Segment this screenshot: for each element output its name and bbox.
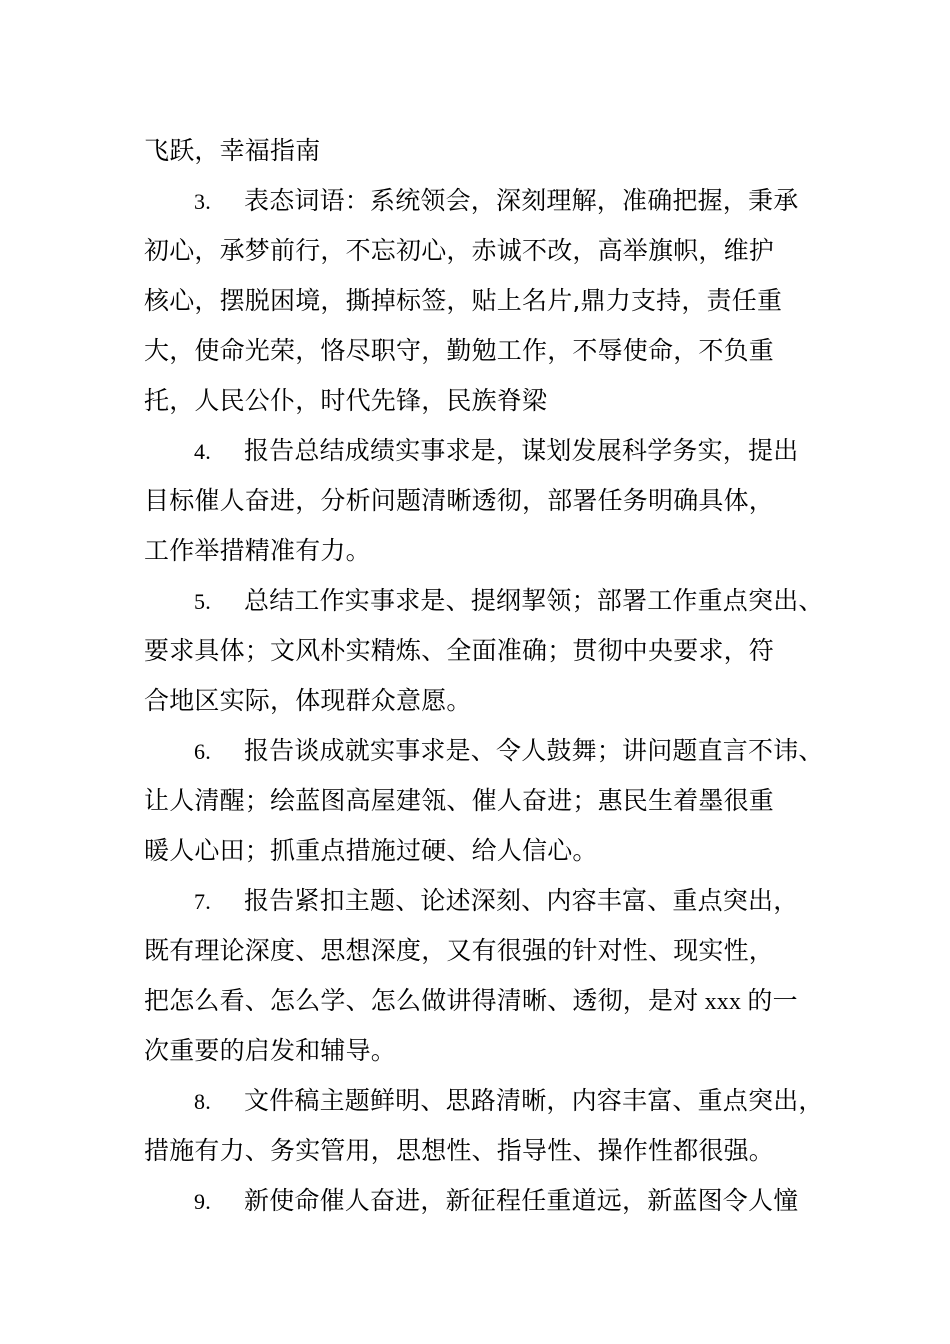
line-text: 新使命催人奋进，新征程任重道远，新蓝图令人憧 — [244, 1186, 799, 1215]
item-number: 6. — [194, 739, 211, 764]
line-text: 表态词语：系统领会，深刻理解，准确把握，秉承 — [244, 186, 799, 215]
line-text: 暖人心田；抓重点措施过硬、给人信心。 — [144, 836, 598, 865]
list-item-9 — [144, 1186, 798, 1217]
item-number: 9. — [194, 1189, 211, 1214]
line-text: 要求具体；文风朴实精炼、全面准确；贯彻中央要求，符 — [144, 636, 775, 665]
line-text: 的一 — [747, 986, 798, 1015]
text-line — [144, 836, 598, 866]
text-line — [144, 1036, 396, 1066]
text-line — [144, 536, 371, 566]
text-line — [144, 1136, 774, 1166]
text-line — [144, 286, 782, 316]
line-text: 工作举措精准有力。 — [144, 536, 371, 565]
text-line — [144, 686, 472, 716]
item-number: 7. — [194, 889, 211, 914]
item-number: 3. — [194, 189, 211, 214]
line-text: 目标催人奋进，分析问题清晰透彻，部署任务明确具体， — [144, 486, 775, 515]
line-text: 报告紧扣主题、论述深刻、内容丰富、重点突出， — [244, 886, 799, 915]
text-line — [144, 636, 774, 666]
text-line — [144, 336, 774, 366]
line-text: 让人清醒；绘蓝图高屋建瓴、催人奋进；惠民生着墨很重 — [144, 786, 775, 815]
text-line — [144, 936, 774, 966]
text-line — [144, 386, 547, 416]
list-item-8 — [144, 1086, 824, 1117]
list-item-4 — [144, 436, 798, 467]
item-number: 4. — [194, 439, 211, 464]
line-text: 总结工作实事求是、提纲挈领；部署工作重点突出、 — [244, 586, 824, 615]
placeholder-text: xxx — [698, 989, 748, 1015]
line-text: 把怎么看、怎么学、怎么做讲得清晰、透彻，是对 — [144, 986, 699, 1015]
text-line — [144, 986, 798, 1017]
line-text: 合地区实际，体现群众意愿。 — [144, 686, 472, 715]
list-item-3 — [144, 186, 798, 217]
line-text: 初心，承梦前行，不忘初心，赤诚不改，高举旗帜，维护 — [144, 236, 775, 265]
text-line — [144, 486, 774, 516]
list-item-7 — [144, 886, 798, 917]
text-line — [144, 236, 774, 266]
item-number: 8. — [194, 1089, 211, 1114]
line-text: 托，人民公仆，时代先锋，民族脊梁 — [144, 386, 548, 415]
line-text: 飞跃，幸福指南 — [144, 136, 321, 165]
line-text: 既有理论深度、思想深度，又有很强的针对性、现实性， — [144, 936, 775, 965]
line-text: 大，使命光荣，恪尽职守，勤勉工作，不辱使命，不负重 — [144, 336, 775, 365]
text-line — [144, 786, 774, 816]
list-item-5 — [144, 586, 824, 617]
item-number: 5. — [194, 589, 211, 614]
list-item-6 — [144, 736, 824, 767]
line-text: 核心，摆脱困境，撕掉标签，贴上名片,鼎力支持，责任重 — [144, 286, 783, 315]
line-text: 次重要的启发和辅导。 — [144, 1036, 397, 1065]
line-text: 报告谈成就实事求是、令人鼓舞；讲问题直言不讳、 — [244, 736, 824, 765]
line-text: 报告总结成绩实事求是，谋划发展科学务实，提出 — [244, 436, 799, 465]
line-text: 措施有力、务实管用，思想性、指导性、操作性都很强。 — [144, 1136, 775, 1165]
line-text: 文件稿主题鲜明、思路清晰，内容丰富、重点突出， — [244, 1086, 824, 1115]
text-line — [144, 136, 320, 166]
